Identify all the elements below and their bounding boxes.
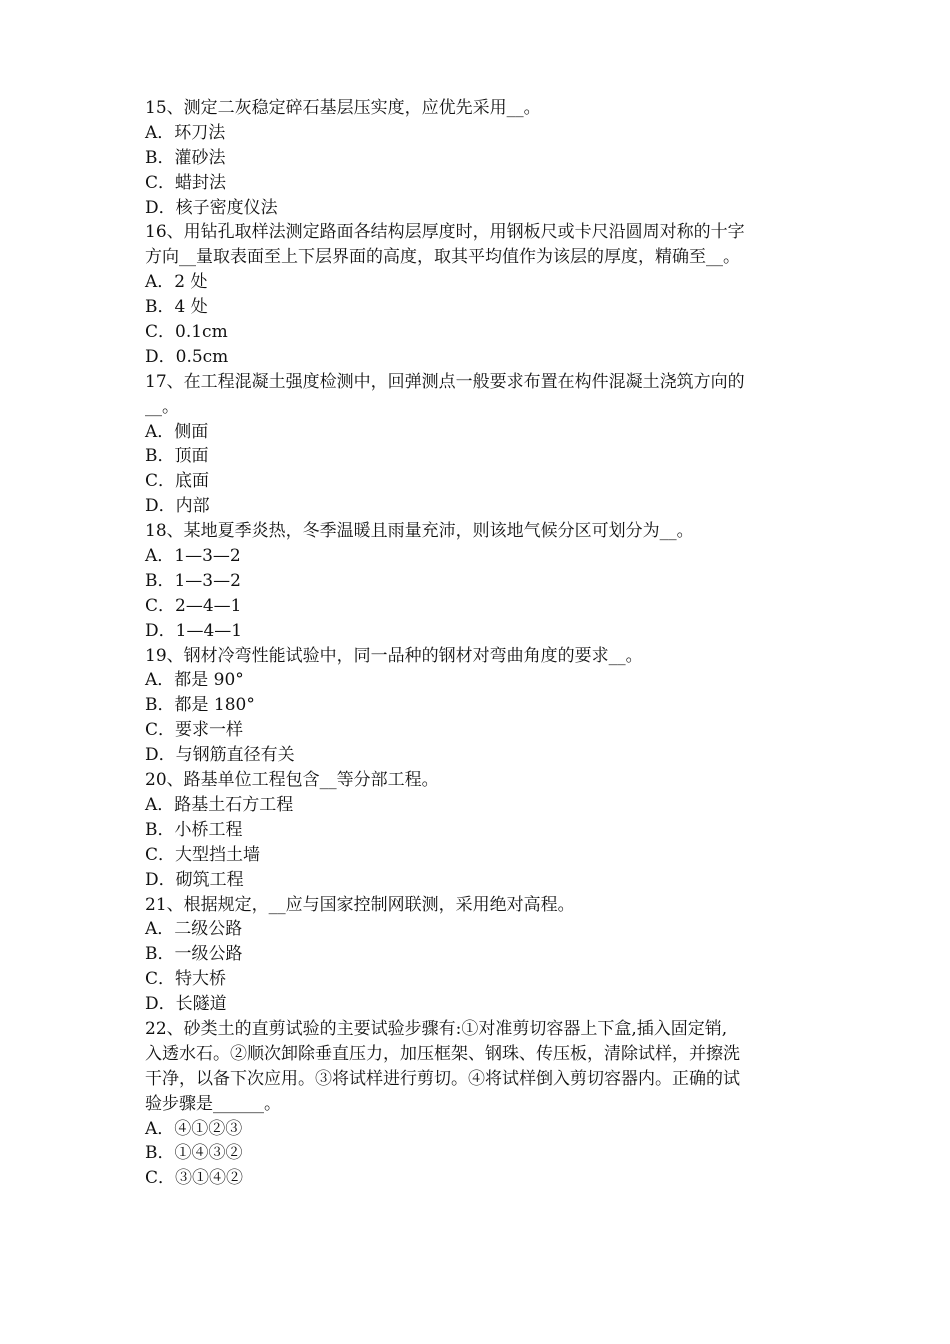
option-a: A．二级公路 (145, 919, 243, 940)
question-21 (145, 893, 825, 1017)
option-c: C．2—4—1 (145, 595, 242, 616)
option-c: C．底面 (145, 471, 210, 492)
option-a: A．④①②③ (145, 1118, 243, 1139)
option-b: B．灌砂法 (145, 147, 226, 168)
option-b: B．①④③② (145, 1143, 243, 1164)
question-stem: 方向__量取表面至上下层界面的高度，取其平均值作为该层的厚度，精确至__。 (145, 247, 740, 268)
question-20 (145, 768, 825, 892)
option-b: B．4 处 (145, 297, 208, 318)
option-b: B．都是 180° (145, 695, 255, 716)
option-b: B．1—3—2 (145, 570, 241, 591)
option-d: D．内部 (145, 496, 210, 517)
question-stem: 17、在工程混凝土强度检测中，回弹测点一般要求布置在构件混凝土浇筑方向的 (145, 371, 745, 392)
question-15 (145, 96, 825, 220)
option-d: D．0.5cm (145, 346, 229, 367)
option-b: B．顶面 (145, 446, 209, 467)
question-stem: 16、用钻孔取样法测定路面各结构层厚度时，用钢板尺或卡尺沿圆周对称的十字 (145, 222, 745, 243)
question-stem: __。 (145, 396, 179, 417)
option-a: A．侧面 (145, 421, 209, 442)
question-stem: 15、测定二灰稳定碎石基层压实度，应优先采用__。 (145, 98, 541, 118)
option-a: A．路基土石方工程 (145, 794, 294, 815)
question-stem: 验步骤是______。 (145, 1093, 281, 1114)
question-22 (145, 1017, 825, 1191)
option-d: D．砌筑工程 (145, 869, 244, 890)
option-c: C．③①④② (145, 1168, 244, 1189)
question-stem: 19、钢材冷弯性能试验中，同一品种的钢材对弯曲角度的要求__。 (145, 645, 643, 666)
option-c: C．要求一样 (145, 720, 244, 741)
document-page (145, 96, 825, 1191)
option-d: D．核子密度仪法 (145, 197, 278, 218)
question-18 (145, 519, 825, 643)
question-16 (145, 220, 825, 369)
option-a: A．2 处 (145, 272, 208, 293)
option-b: B．小桥工程 (145, 819, 243, 840)
question-17 (145, 370, 825, 519)
option-a: A．1—3—2 (145, 546, 241, 567)
question-stem: 22、砂类土的直剪试验的主要试验步骤有:①对准剪切容器上下盒,插入固定销, (145, 1018, 728, 1039)
option-c: C．大型挡土墙 (145, 844, 261, 865)
option-a: A．环刀法 (145, 122, 226, 143)
option-d: D．1—4—1 (145, 620, 243, 641)
option-b: B．一级公路 (145, 944, 243, 965)
option-d: D．与钢筋直径有关 (145, 745, 295, 766)
option-c: C．蜡封法 (145, 172, 227, 193)
question-stem: 干净，以备下次应用。③将试样进行剪切。④将试样倒入剪切容器内。正确的试 (145, 1068, 740, 1089)
question-stem: 入透水石。②顺次卸除垂直压力，加压框架、钢珠、传压板，清除试样，并擦洗 (145, 1043, 740, 1064)
option-a: A．都是 90° (145, 670, 244, 691)
option-d: D．长隧道 (145, 994, 227, 1015)
question-stem: 20、路基单位工程包含__等分部工程。 (145, 770, 439, 791)
question-stem: 18、某地夏季炎热，冬季温暖且雨量充沛，则该地气候分区可划分为__。 (145, 521, 694, 542)
option-c: C．特大桥 (145, 969, 227, 990)
question-stem: 21、根据规定，__应与国家控制网联测，采用绝对高程。 (145, 894, 575, 915)
question-19 (145, 644, 825, 768)
option-c: C．0.1cm (145, 322, 228, 343)
